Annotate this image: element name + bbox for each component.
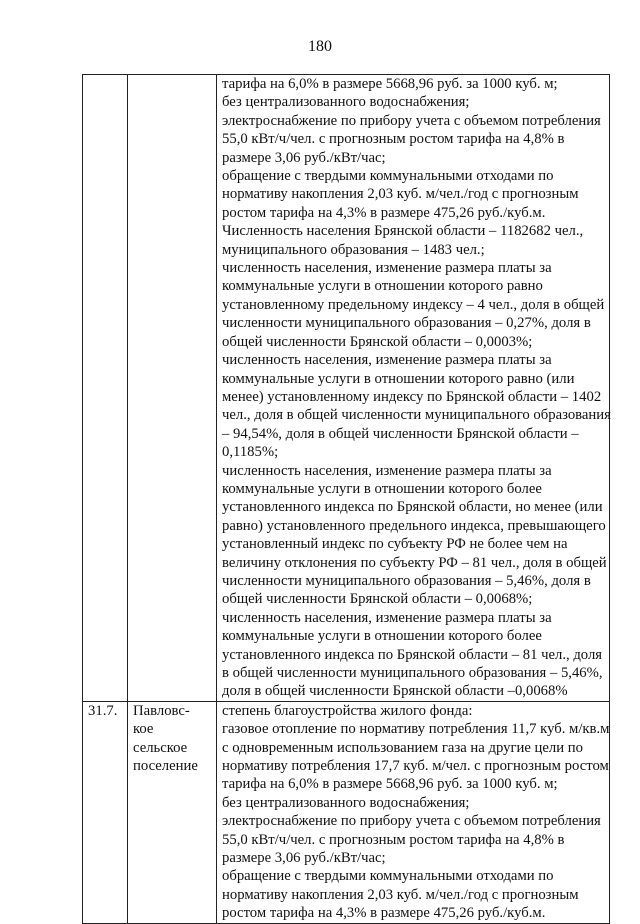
description-line: общей численности Брянской области – 0,0003%; [222,333,533,350]
municipality-name-line: поселение [133,758,198,775]
description-line: в общей численности муниципального образования – 5,46%, [222,665,603,681]
description-line: установленный индекс по субъекту РФ не более чем на [222,536,568,553]
table-row [83,75,610,702]
table-row [83,701,610,923]
municipality-name-line: Павловс- [133,702,190,719]
description-line: менее) установленному индексу по Брянской области – 1402 [222,388,602,405]
description-line: размере 3,06 руб./кВт/час; [222,850,386,867]
description-line: электроснабжение по прибору учета с объемом потребления [222,813,601,830]
description-line: ростом тарифа на 4,3% в размере 475,26 руб./куб.м. [222,204,546,221]
document-table [82,74,610,924]
description-line: Численность населения Брянской области – 1182682 чел., [222,223,584,240]
description-line: установленного индекса по Брянской области, но менее (или [222,499,603,516]
description-line: обращение с твердыми коммунальными отходами по [222,168,554,185]
description-line: размере 3,06 руб./кВт/час; [222,149,386,166]
description-line: доля в общей численности Брянской области –0,0068% [222,683,568,700]
description-line: нормативу накопления 2,03 куб. м/чел./год с прогнозным [222,886,579,903]
municipality-name-cell [128,701,217,923]
description-line: чел., доля в общей численности муниципального образования [222,407,611,424]
municipality-name-line: кое [133,721,154,738]
description-cell [217,75,610,702]
document-table-body [83,75,610,924]
description-line: тарифа на 6,0% в размере 5668,96 руб. за 1000 куб. м; [222,776,558,793]
description-line: равно) установленного предельного индекса, превышающего [222,517,606,534]
row-number: 31.7. [88,702,118,719]
description-line: муниципального образования – 1483 чел.; [222,241,485,258]
municipality-name-line: сельское [133,739,188,756]
description-line: численность населения, изменение размера платы за [222,609,552,626]
page-number: 180 [308,38,332,55]
description-line: численность населения, изменение размера платы за [222,462,552,479]
description-line: без централизованного водоснабжения; [222,794,470,811]
description-line: газовое отопление по нормативу потребления 11,7 куб. м/кв.м [222,721,610,738]
description-line: коммунальные услуги в отношении которого равно [222,278,543,295]
description-line: величину отклонения по субъекту РФ – 81 чел., доля в общей [222,554,607,571]
description-line: 55,0 кВт/ч/чел. с прогнозным ростом тарифа на 4,8% в [222,131,565,148]
description-line: ростом тарифа на 4,3% в размере 475,26 руб./куб.м. [222,905,546,922]
description-line: численность населения, изменение размера платы за [222,352,552,369]
description-line: нормативу потребления 17,7 куб. м/чел. с прогнозным ростом [222,758,609,775]
description-line: численности муниципального образования – 5,46%, доля в [222,572,591,589]
description-line: коммунальные услуги в отношении которого более [222,480,542,497]
description-line: без централизованного водоснабжения; [222,94,470,111]
description-line: численности муниципального образования – 0,27%, доля в [222,315,591,332]
description-line: коммунальные услуги в отношении которого равно (или [222,370,575,387]
description-line: степень благоустройства жилого фонда: [222,702,473,719]
description-line: 0,1185%; [222,444,279,461]
description-line: обращение с твердыми коммунальными отходами по [222,868,554,885]
description-cell [217,701,610,923]
row-number-cell [83,701,128,923]
description-line: нормативу накопления 2,03 куб. м/чел./год с прогнозным [222,186,579,203]
description-line: общей численности Брянской области – 0,0068%; [222,591,533,608]
description-line: электроснабжение по прибору учета с объемом потребления [222,112,601,129]
description-line: коммунальные услуги в отношении которого более [222,628,542,645]
description-line: установленного индекса по Брянской области – 81 чел., доля [222,646,603,663]
description-line: – 94,54%, доля в общей численности Брянской области – [222,425,579,442]
description-line: тарифа на 6,0% в размере 5668,96 руб. за 1000 куб. м; [222,76,558,92]
description-line: 55,0 кВт/ч/чел. с прогнозным ростом тарифа на 4,8% в [222,831,565,848]
description-line: установленному предельному индексу – 4 чел., доля в общей [222,296,605,313]
municipality-name-cell [128,75,217,702]
description-line: с одновременным использованием газа на другие цели по [222,739,583,756]
row-number-cell [83,75,128,702]
description-line: численность населения, изменение размера платы за [222,260,552,277]
